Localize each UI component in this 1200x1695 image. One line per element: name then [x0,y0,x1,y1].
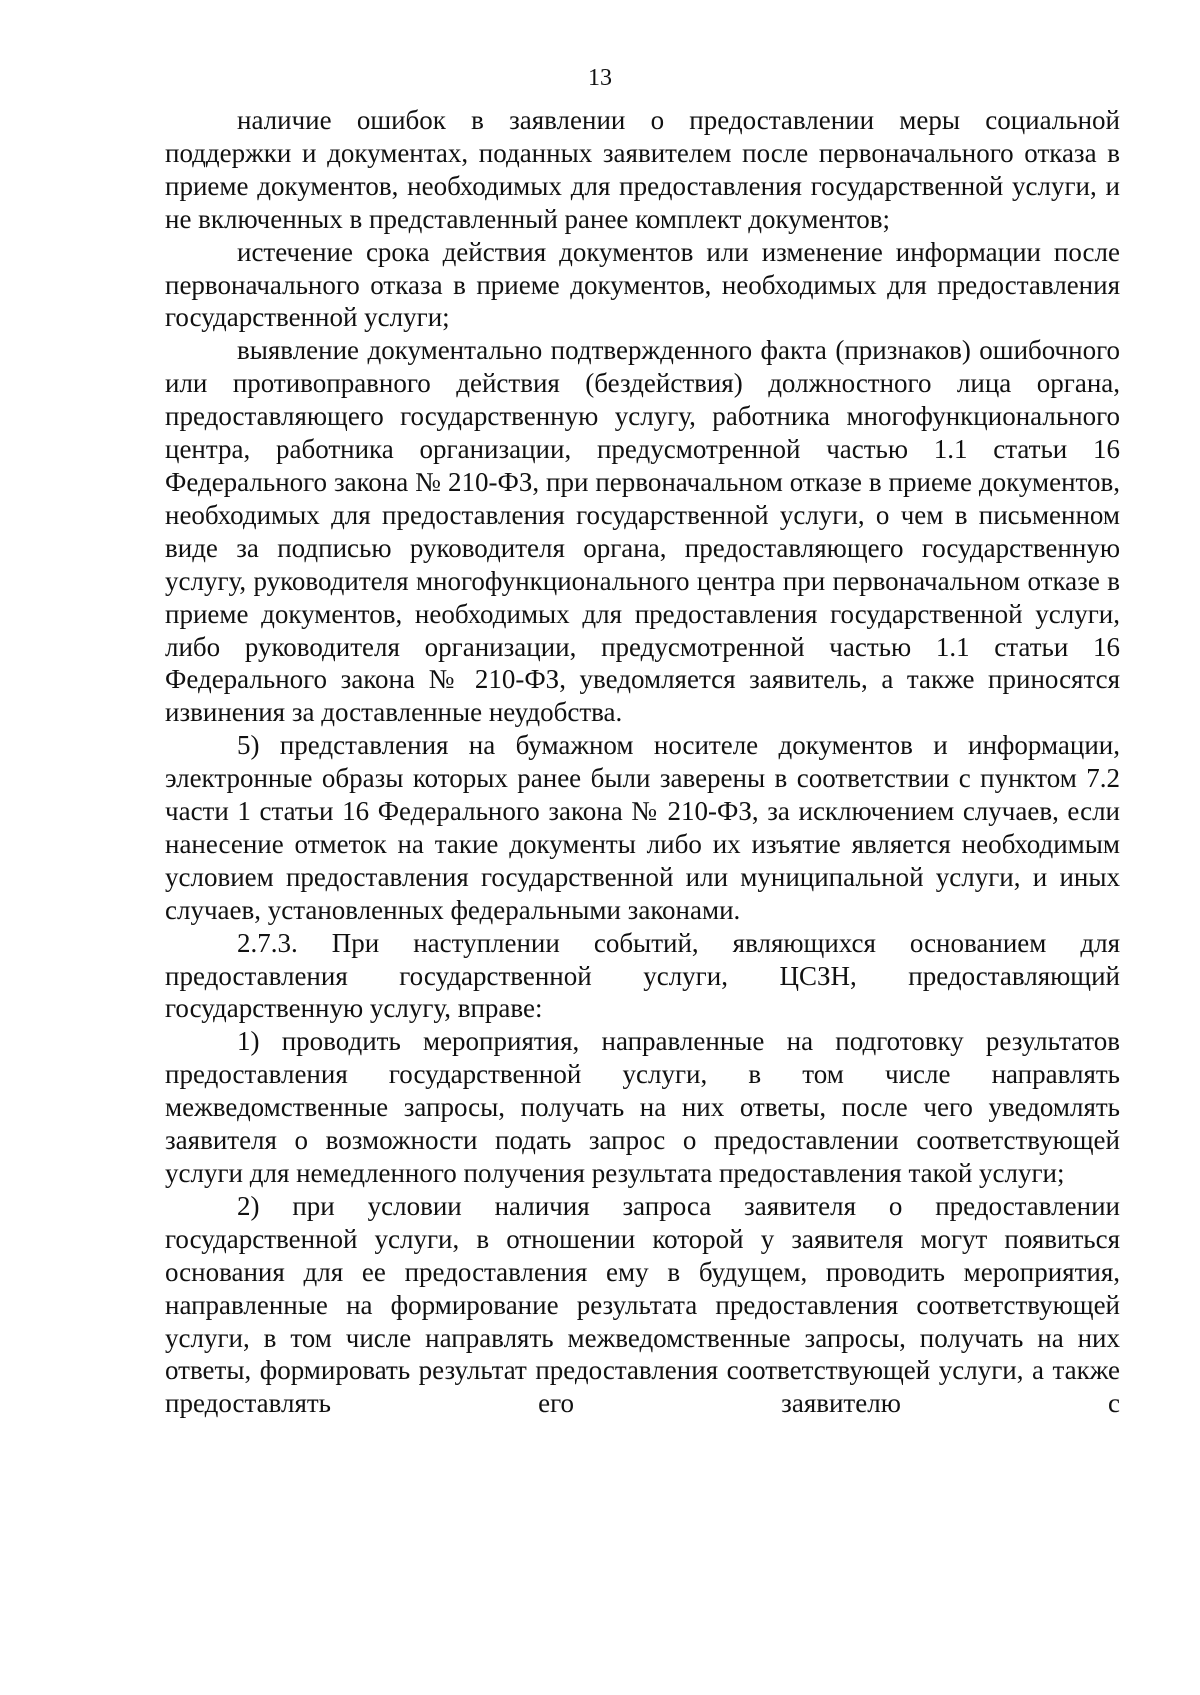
paragraph-official-misconduct: выявление документально подтвержденного факта (признаков) ошибочного или противоправного действия (бездействия) должностного лица органа, предоставляющего государственную услугу, работника многофункционального центра, работника организации, предусмотренной частью 1.1 статьи 16 Федерального закона № 210-ФЗ, при первоначальном отказе в приеме документов, необходимых для предоставления государственной услуги, о чем в письменном виде за подписью руководителя органа, предоставляющего государственную услугу, руководителя многофункционального центра при первоначальном отказе в приеме документов, необходимых для предоставления государственной услуги, либо руководителя организации, предусмотренной частью 1.1 статьи 16 Федерального закона № 210-ФЗ, уведомляется заявитель, а также приносятся извинения за доставленные неудобства. [165,335,1120,728]
document-body [165,104,1120,1420]
paragraph-errors-in-application: наличие ошибок в заявлении о предоставлении меры социальной поддержки и документах, поданных заявителем после первоначального отказа в приеме документов, необходимых для предоставления государственной услуги, и не включенных в представленный ранее комплект документов; [165,105,1120,234]
page-number: 13 [588,65,612,91]
paragraph-document-expiry: истечение срока действия документов или изменение информации после первоначального отказа в приеме документов, необходимых для предоставления государственной услуги; [165,236,1120,333]
paragraph-item-5-paper-documents: 5) представления на бумажном носителе документов и информации, электронные образы которых ранее были заверены в соответствии с пунктом 7.2 части 1 статьи 16 Федерального закона № 210-ФЗ, за исключением случаев, если нанесение отметок на такие документы либо их изъятие является необходимым условием предоставления государственной или муниципальной услуги, и иных случаев, установленных федеральными законами. [165,730,1120,925]
paragraph-item-2-future-grounds: 2) при условии наличия запроса заявителя о предоставлении государственной услуги, в отношении которой у заявителя могут появиться основания для ее предоставления ему в будущем, проводить мероприятия, направленные на формирование результата предоставления соответствующей услуги, в том числе направлять межведомственные запросы, получать на них ответы, формировать результат предоставления соответствующей услуги, а также предоставлять его заявителю с [165,1190,1120,1419]
paragraph-item-1-preparation: 1) проводить мероприятия, направленные на подготовку результатов предоставления государственной услуги, в том числе направлять межведомственные запросы, получать на них ответы, после чего уведомлять заявителя о возможности подать запрос о предоставлении соответствующей услуги для немедленного получения результата предоставления такой услуги; [165,1026,1120,1188]
paragraph-section-2-7-3: 2.7.3. При наступлении событий, являющихся основанием для предоставления государственной услуги, ЦСЗН, предоставляющий государственную услугу, вправе: [165,927,1120,1024]
